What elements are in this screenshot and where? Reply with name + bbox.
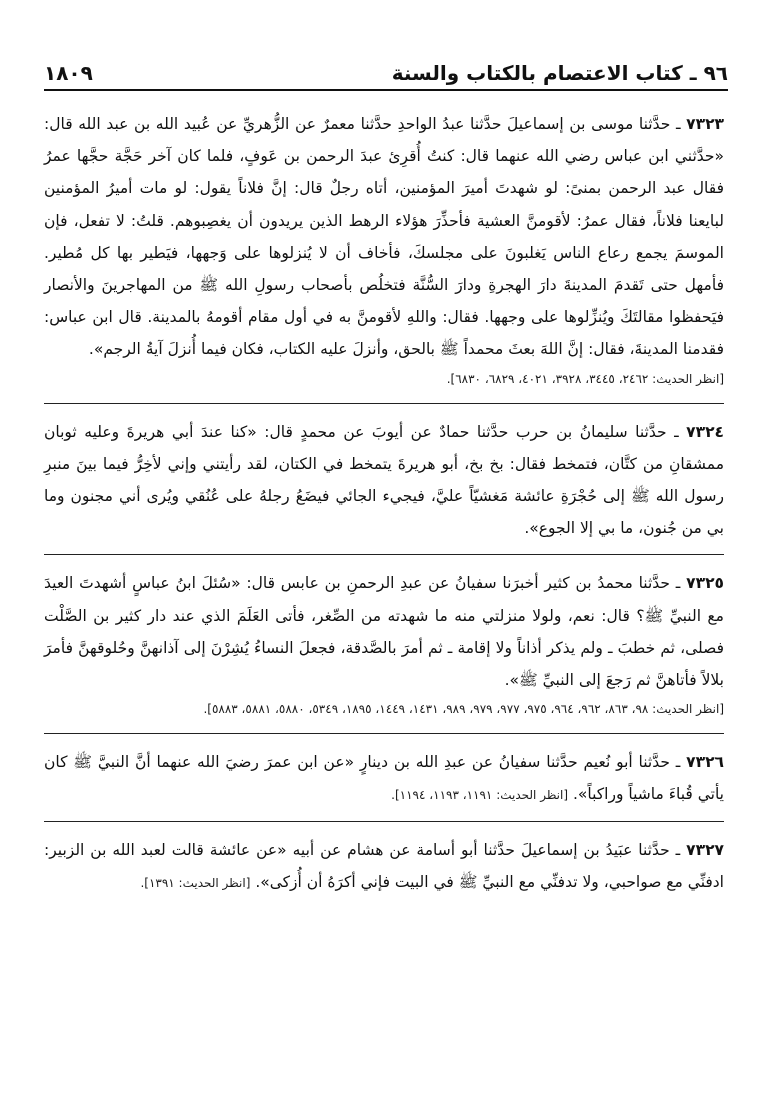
- page-number: ١٨٠٩: [44, 61, 93, 85]
- hadith-block: [44, 834, 724, 898]
- hadith-block: [44, 416, 724, 545]
- hadith-divider: [44, 821, 724, 822]
- hadith-reference: [انظر الحديث: ١١٩١، ١١٩٣، ١١٩٤].: [391, 788, 569, 803]
- hadith-number: ٧٣٢٤: [686, 422, 724, 441]
- hadith-block: [44, 108, 724, 393]
- hadith-text: [44, 416, 724, 545]
- hadith-number: ٧٣٢٦: [686, 753, 724, 772]
- hadith-number: ٧٣٢٧: [686, 840, 724, 859]
- page-content: [44, 108, 724, 898]
- hadith-number: ٧٣٢٣: [686, 115, 724, 133]
- hadith-text: [44, 567, 724, 696]
- header-rule: [44, 89, 728, 91]
- hadith-text: [44, 108, 724, 366]
- running-title: ٩٦ ـ كتاب الاعتصام بالكتاب والسنة: [391, 61, 728, 85]
- page-header: [44, 54, 728, 88]
- hadith-reference: [انظر الحديث: ٢٤٦٢، ٣٤٤٥، ٣٩٢٨، ٤٠٢١، ٦٨٢٩، ٦٨٣٠].: [446, 371, 724, 386]
- hadith-block: [44, 746, 724, 810]
- hadith-reference: [انظر الحديث: ١٣٩١].: [140, 875, 251, 890]
- hadith-divider: [44, 403, 724, 404]
- hadith-body: ـ حدَّثنا محمدُ بن كثير أخبرَنا سفيانُ عن عبدِ الرحمنِ بن عابس قال: «سُئلَ ابنُ عباسٍ أشهدتَ العيدَ مع النبيِّ ﷺ؟ قال: نعم، ولولا منزلتي منه ما شهدته من الصِّغر، فأتى العَلَمَ الذي عند دار كثير بن الصَّلْت فصلى، ثم خطبَ ـ ولم يذكر أذاناً ولا إقامة ـ ثم أمرَ بالصَّدقة، فجعلَ النساءُ يُشِرْنَ إلى آذانهنَّ وحُلوقهنَّ فأمرَ بلالاً فأتاهنَّ ثم رَجعَ إلى النبيِّ ﷺ».: [44, 574, 724, 690]
- hadith-body: ـ حدَّثنا سليمانُ بن حرب حدَّثنا حمادٌ عن أيوبَ عن محمدٍ قال: «كنا عندَ أبي هريرةَ وعليه ثوبان ممشقانِ من كتَّان، فتمخط فقال: بخ بخ، أبو هريرةَ يتمخط في الكتان، لقد رأيتني وإني لأخِرُّ فيما بينَ منبرِ رسول الله ﷺ إلى حُجْرَةِ عائشة مَغشيّاً عليَّ، فيجيء الجائي فيضَعُ رجلهُ على عُنُقي ويُرى أني مجنون وما بي من جُنون، ما بي إلا الجوع».: [44, 422, 724, 538]
- hadith-text: [44, 834, 724, 898]
- hadith-divider: [44, 733, 724, 734]
- hadith-text: [44, 746, 724, 810]
- hadith-block: [44, 567, 724, 723]
- hadith-divider: [44, 554, 724, 555]
- hadith-body: ـ حدَّثنا أبو نُعيم حدَّثنا سفيانُ عن عبدِ الله بن دينارٍ «عن ابن عمرَ رضيَ الله عنهما أنَّ النبيَّ ﷺ كان يأتي قُباءَ ماشياً وراكباً».: [44, 753, 724, 804]
- hadith-body: ـ حدَّثنا عبَيدُ بن إسماعيلَ حدَّثنا أبو أسامة عن هشام عن أبيه «عن عائشة قالت لعبد الله بن الزبير: ادفنِّي مع صواحبي، ولا تدفنِّي مع النبيِّ ﷺ في البيت فإني أكرَهُ أن أُزكى».: [44, 840, 724, 891]
- hadith-reference: [انظر الحديث: ٩٨، ٨٦٣، ٩٦٢، ٩٦٤، ٩٧٥، ٩٧٧، ٩٧٩، ٩٨٩، ١٤٣١، ١٤٤٩، ١٨٩٥، ٥٣٤٩، ٥٨٨٠، ٥٨٨١، ٥٨٨٣].: [203, 702, 724, 717]
- hadith-number: ٧٣٢٥: [686, 574, 724, 593]
- hadith-body: ـ حدَّثنا موسى بن إسماعيلَ حدَّثنا عبدُ الواحدِ حدَّثنا معمرٌ عن الزُّهريِّ عن عُبيد الله بن عبد الله قال: «حدَّثني ابن عباس رضي الله عنهما قال: كنتُ أُقرِئ عبدَ الرحمن بن عَوفٍ، فلما كان آخر حَجَّة حجَّها عمرُ فقال عبد الرحمن بمنىً: لو شهدتَ أميرَ المؤمنين، أتاه رجلٌ قال: إنَّ فلاناً يقول: لو مات أميرُ المؤمنين لبايعنا فلاناً، فقال عمرُ: لأقومنَّ العشية فأحذِّرَ هؤلاء الرهط الذين يريدون أن يغصِبوهم. قلتُ: لا تفعل، فإن الموسمَ يجمع رعاع الناس يَغلبونَ على مجلسكَ، فأخاف أن لا يُنزلوها على وَجهها، فيَطير بها كل مُطير. فأمهل حتى تَقدمَ المدينةَ دارَ الهجرةِ ودارَ السُّنَّة فتخلُص بأصحاب رسولِ الله ﷺ من المهاجرينَ والأنصار فيَحفظوا مقالتَكَ ويُنزِّلوها على وجهها. فقال: واللهِ لأقومنَّ به في أول مقام أقومهُ بالمدينة. قال ابن عباس: فقدمنا المدينةَ، فقال: إنَّ اللهَ بعثَ محمداً ﷺ بالحق، وأنزلَ عليه الكتاب، فكان فيما أُنزلَ آيةُ الرجم».: [44, 115, 724, 359]
